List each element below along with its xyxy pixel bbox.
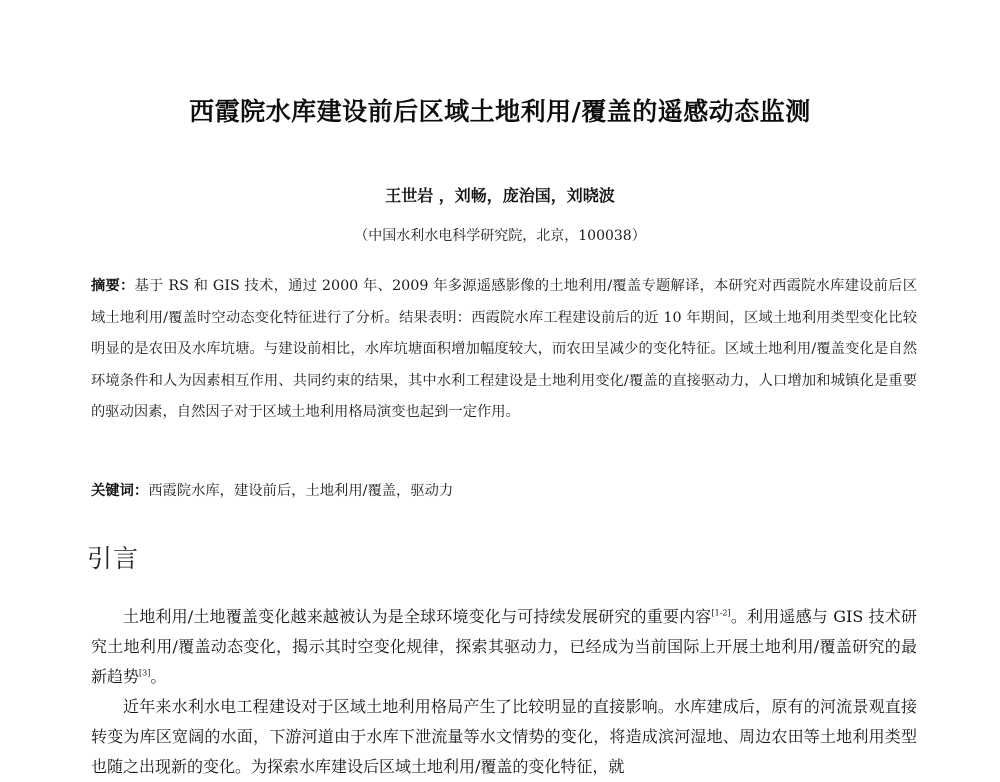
paragraph-text: 。利用遥感与 GIS 技术研究土地利用/覆盖动态变化，揭示其时空变化规律，探索其驱动力，已经成为当前国际上开展土地利用/覆盖研究的最新趋势 xyxy=(91,607,917,686)
keywords xyxy=(91,479,917,503)
keywords-text: 西霞院水库，建设前后，土地利用/覆盖，驱动力 xyxy=(148,483,454,499)
keywords-label: 关键词： xyxy=(91,483,149,499)
abstract-text: 基于 RS 和 GIS 技术，通过 2000 年、2009 年多源遥感影像的土地利用/覆盖专题解译，本研究对西霞院水库建设前后区域土地利用/覆盖时空动态变化特征进行了分析。结果表明：西霞院水库工程建设前后的近 10 年期间，区域土地利用类型变化比较明显的是农田及水库坑塘。与建设前相比，水库坑塘面积增加幅度较大，而农田呈减少的变化特征。区域土地利用/覆盖变化是自然环境条件和人为因素相互作用、共同约束的结果，其中水利工程建设是土地利用变化/覆盖的直接驱动力，人口增加和城镇化是重要的驱动因素，自然因子对于区域土地利用格局演变也起到一定作用。 xyxy=(91,278,917,420)
abstract xyxy=(91,271,917,429)
section-heading: 引言 xyxy=(87,544,140,573)
author-list: 王世岩 ，刘畅，庞治国，刘晓波 xyxy=(385,186,615,205)
paragraph-text: 土地利用/土地覆盖变化越来越被认为是全球环境变化与可持续发展研究的重要内容 xyxy=(123,607,712,626)
citation[interactable]: [1-2] xyxy=(711,608,731,618)
abstract-label: 摘要： xyxy=(91,278,135,294)
paragraph xyxy=(91,602,917,692)
paper-title: 西霞院水库建设前后区域土地利用/覆盖的遥感动态监测 xyxy=(189,97,811,126)
paragraph: 近年来水利水电工程建设对于区域土地利用格局产生了比较明显的直接影响。水库建成后，原有的河流景观直接转变为库区宽阔的水面，下游河道由于水库下泄流量等水文情势的变化，将造成滨河湿地、周边农田等土地利用类型也随之出现新的变化。为探索水库建设后区域土地利用/覆盖的变化特征，就 xyxy=(91,697,917,776)
body-text xyxy=(91,602,917,782)
affiliation: （中国水利水电科学研究院，北京，100038） xyxy=(354,228,646,244)
paragraph-text: 。 xyxy=(150,667,167,686)
citation[interactable]: [3] xyxy=(139,668,151,678)
